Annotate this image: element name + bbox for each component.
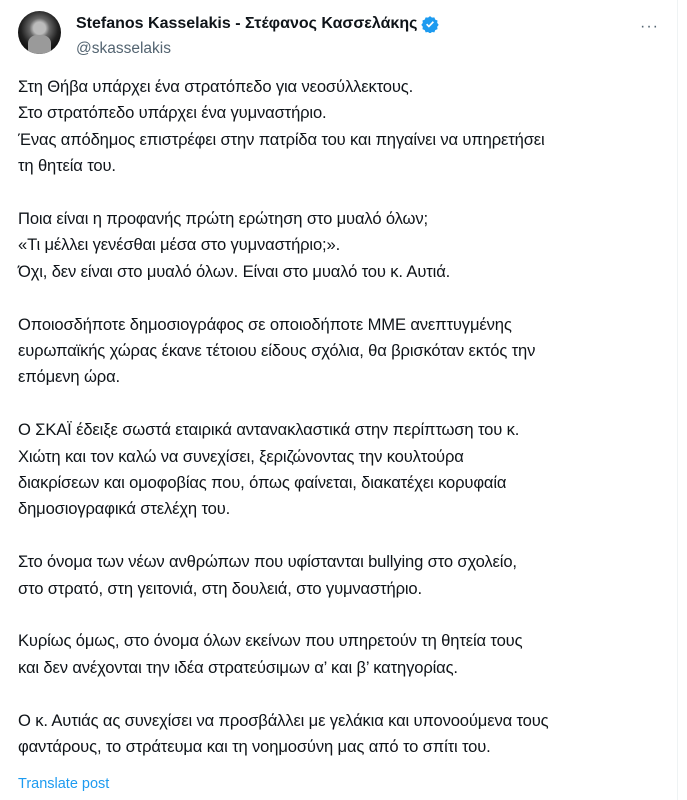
column-border — [677, 0, 678, 800]
post-line: τη θητεία του. — [18, 156, 116, 176]
author-name-row[interactable] — [76, 15, 439, 33]
post-paragraph — [18, 549, 549, 602]
post-line: επόμενη ώρα. — [18, 367, 120, 387]
post-line: ευρωπαϊκής χώρας έκανε τέτοιου είδους σχόλια, θα βρισκόταν εκτός την — [18, 341, 536, 361]
avatar[interactable] — [18, 11, 61, 54]
post-paragraph — [18, 628, 549, 681]
post-line: Κυρίως όμως, στο όνομα όλων εκείνων που υπηρετούν τη θητεία τους — [18, 631, 523, 651]
post-line: δημοσιογραφικά στελέχη του. — [18, 499, 231, 519]
post-text — [18, 74, 549, 787]
author-name[interactable]: Stefanos Kasselakis - Στέφανος Κασσελάκης — [76, 15, 418, 32]
post-paragraph — [18, 312, 549, 391]
post-paragraph — [18, 708, 549, 761]
post-line: φαντάρους, το στράτευμα και τη νοημοσύνη μας από το σπίτι του. — [18, 737, 491, 757]
post-paragraph — [18, 417, 549, 523]
post-line: διακρίσεων και ομοφοβίας που, όπως φαίνεται, διακατέχει κορυφαία — [18, 473, 507, 493]
translate-post-link[interactable]: Translate post — [18, 776, 110, 792]
post-line: Ένας απόδημος επιστρέφει στην πατρίδα του και πηγαίνει να υπηρετήσει — [18, 129, 545, 149]
post-line: στο στρατό, στη γειτονιά, στη δουλειά, στο γυμναστήριο. — [18, 578, 422, 598]
post-line: Ο κ. Αυτιάς ας συνεχίσει να προσβάλλει με γελάκια και υπονοούμενα τους — [18, 710, 549, 730]
author-handle[interactable]: @skasselakis — [76, 40, 171, 57]
post-line: Στο στρατόπεδο υπάρχει ένα γυμναστήριο. — [18, 103, 327, 123]
post-line: Χιώτη και τον καλώ να συνεχίσει, ξεριζώνοντας την κουλτούρα — [18, 446, 464, 466]
post-line: Ο ΣΚΑΪ έδειξε σωστά εταιρικά αντανακλαστικά στην περίπτωση του κ. — [18, 420, 520, 440]
post-line: Στη Θήβα υπάρχει ένα στρατόπεδο για νεοσύλλεκτους. — [18, 77, 414, 96]
more-options-icon[interactable]: ··· — [640, 18, 659, 35]
verified-badge-icon — [421, 15, 439, 33]
post-line: Οποιοσδήποτε δημοσιογράφος σε οποιοδήποτε ΜΜΕ ανεπτυγμένης — [18, 314, 512, 334]
post-line: Όχι, δεν είναι στο μυαλό όλων. Είναι στο μυαλό του κ. Αυτιά. — [18, 261, 451, 281]
post-line: «Τι μέλλει γενέσθαι μέσα στο γυμναστήριο;». — [18, 235, 341, 255]
post-line: και δεν ανέχονται την ιδέα στρατεύσιμων α’ και β’ κατηγορίας. — [18, 657, 458, 677]
post-line: Στο όνομα των νέων ανθρώπων που υφίστανται bullying στο σχολείο, — [18, 552, 517, 572]
post-paragraph — [18, 74, 549, 180]
post-paragraph — [18, 206, 549, 285]
post-line: Ποια είναι η προφανής πρώτη ερώτηση στο μυαλό όλων; — [18, 209, 428, 229]
